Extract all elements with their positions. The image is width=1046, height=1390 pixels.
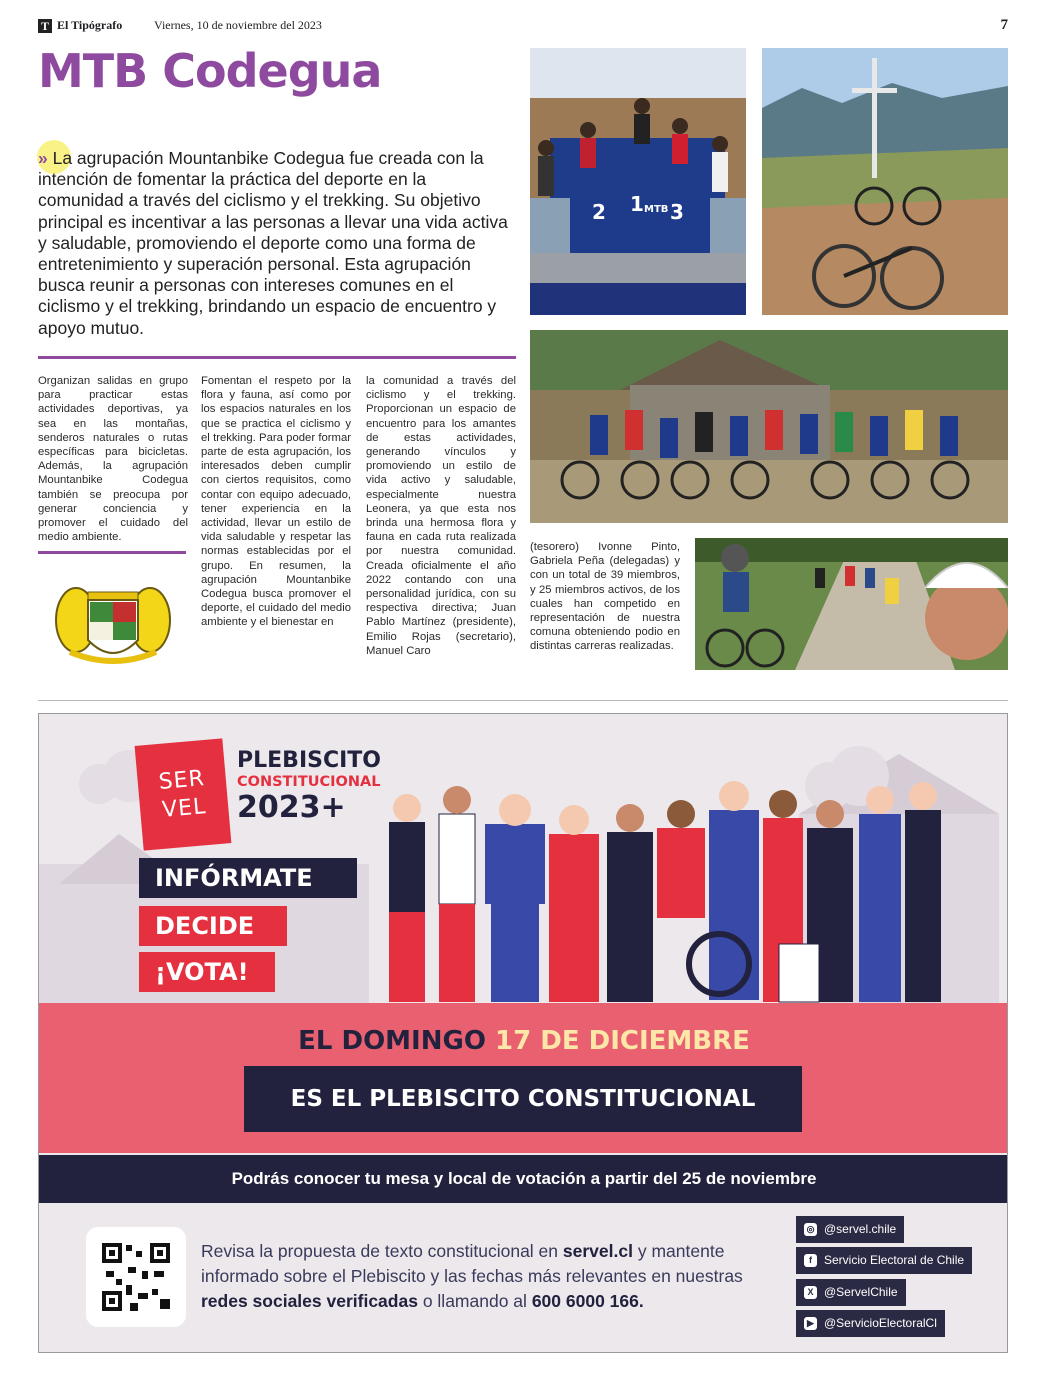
issue-date: Viernes, 10 de noviembre del 2023 [154,18,322,32]
x-icon: X [804,1286,817,1299]
info-text-2: y mantente informado sobre el Plebiscito y las fechas más relevantes en nuestras [201,1241,743,1286]
body-column-4: (tesorero) Ivonne Pinto, Gabriela Peña (delegadas) y con un total de 39 miembros, y 25 miembros activos, de los cuales han competido en representación de nuestra comuna obteniendo podio en distintas carreras realizadas. [530,541,680,653]
decide-label: DECIDE [139,906,287,946]
social-instagram[interactable] [796,1216,904,1243]
election-date [39,1026,1008,1056]
social-x-label: @ServelChile [824,1285,898,1299]
plebiscito-title: PLEBISCITO [237,748,382,773]
page-header [38,14,1008,38]
lede-marker: » [38,148,48,168]
info-text-3: o llamando al [422,1291,527,1311]
article-lede [38,148,508,339]
body-column-1: Organizan salidas en grupo para practicar estas actividades deportivas, ya sea en las montañas, senderos naturales o rutas específicas para bicicletas. Además, la agrupación Mountanbike Codegua también se preocupa por generar conciencia y promover el cuidado del medio ambiente. [38,375,188,544]
informate-label: INFÓRMATE [139,858,357,898]
social-instagram-label: @servel.chile [824,1222,897,1236]
body-column-2: Fomentan el respeto por la flora y fauna, así como por los espacios naturales en los que se practica el ciclismo y el trekking. Para poder formar parte de esta agrupación, los interesados deben cumplir con ciertos requisitos, como contar con equipo adecuado, tener experiencia en la actividad, llevar un estilo de vida saludable y respetar las normas establecidas por el grupo. En resumen, la agrupación Mountanbike Codegua busca promover el deporte, el cuidado del medio ambiente y el bienestar en [201,375,351,629]
podium-number-2: 2 [592,200,606,224]
info-text-1: Revisa la propuesta de texto constitucional en [201,1241,559,1261]
trail-riders-photo [695,538,1008,670]
plebiscito-banner: ES EL PLEBISCITO CONSTITUCIONAL [244,1066,802,1132]
podium-photo [530,48,746,315]
column-rule [38,551,186,554]
instagram-icon: ◎ [804,1223,817,1236]
codegua-crest-icon [48,574,178,670]
social-youtube-label: @ServicioElectoralCl [824,1316,937,1330]
facebook-icon: f [804,1254,817,1267]
constitucional-subtitle: CONSTITUCIONAL [237,774,381,790]
masthead-logo: T [38,19,52,33]
servel-logo [135,738,232,850]
plebiscito-year: 2023+ [237,790,346,825]
election-date-prefix: EL DOMINGO [298,1026,486,1056]
phone-number: 600 6000 166. [531,1291,644,1311]
vota-label: ¡VOTA! [139,952,275,992]
article-title: MTB Codegua [38,44,382,98]
info-text [201,1239,771,1314]
servel-logo-bottom: VEL [161,794,208,823]
social-x[interactable] [796,1279,906,1306]
podium-number-3: 3 [670,200,684,224]
lede-text: La agrupación Mountanbike Codegua fue creada con la intención de fomentar la práctica del deporte en la comunidad a través del ciclismo y el trekking. Su objetivo principal es incentivar a las personas a llevar una vida activa y saludable, promoviendo el deporte como una forma de entretenimiento y superación personal. Esta agrupación busca reunir a personas con intereses comunes en el ciclismo y el trekking, brindando un espacio de encuentro y apoyo mutuo. [38,148,508,338]
servel-advertisement [38,713,1008,1353]
social-facebook[interactable] [796,1247,972,1274]
masthead: El Tipógrafo [57,18,123,32]
mesa-notice: Podrás conocer tu mesa y local de votación a partir del 25 de noviembre [39,1155,1008,1203]
servel-logo-top: SER [157,766,206,796]
body-column-3: la comunidad a través del ciclismo y el trekking. Proporcionan un espacio de encuentro para los amantes de estas actividades, generando vínculos y promoviendo un estilo de vida activo y saludable, especialmente nuestra Leonera, ya que esta nos brinda una hermosa flora y fauna en cada ruta realizada por nuestra comunidad. Creada oficialmente el año 2022 contando con una personalidad jurídica, con su respectiva directiva; Juan Pablo Martínez (presidente), Emilio Rojas (secretario), Manuel Caro [366,375,516,657]
social-facebook-label: Servicio Electoral de Chile [824,1253,965,1267]
social-youtube[interactable] [796,1310,945,1337]
lede-rule [38,356,516,359]
social-networks-text: redes sociales verificadas [201,1291,418,1311]
qr-code-icon [86,1227,186,1327]
group-photo [530,330,1008,523]
election-date-day: 17 DE DICIEMBRE [495,1026,750,1056]
section-divider [38,700,1008,701]
servel-website-link[interactable]: servel.cl [562,1241,633,1261]
podium-number-1: 1 [630,192,644,216]
youtube-icon: ▶ [804,1317,817,1330]
mountain-bikes-photo [762,48,1008,315]
page-number: 7 [1000,17,1008,33]
podium-banner: MTB [644,204,669,215]
